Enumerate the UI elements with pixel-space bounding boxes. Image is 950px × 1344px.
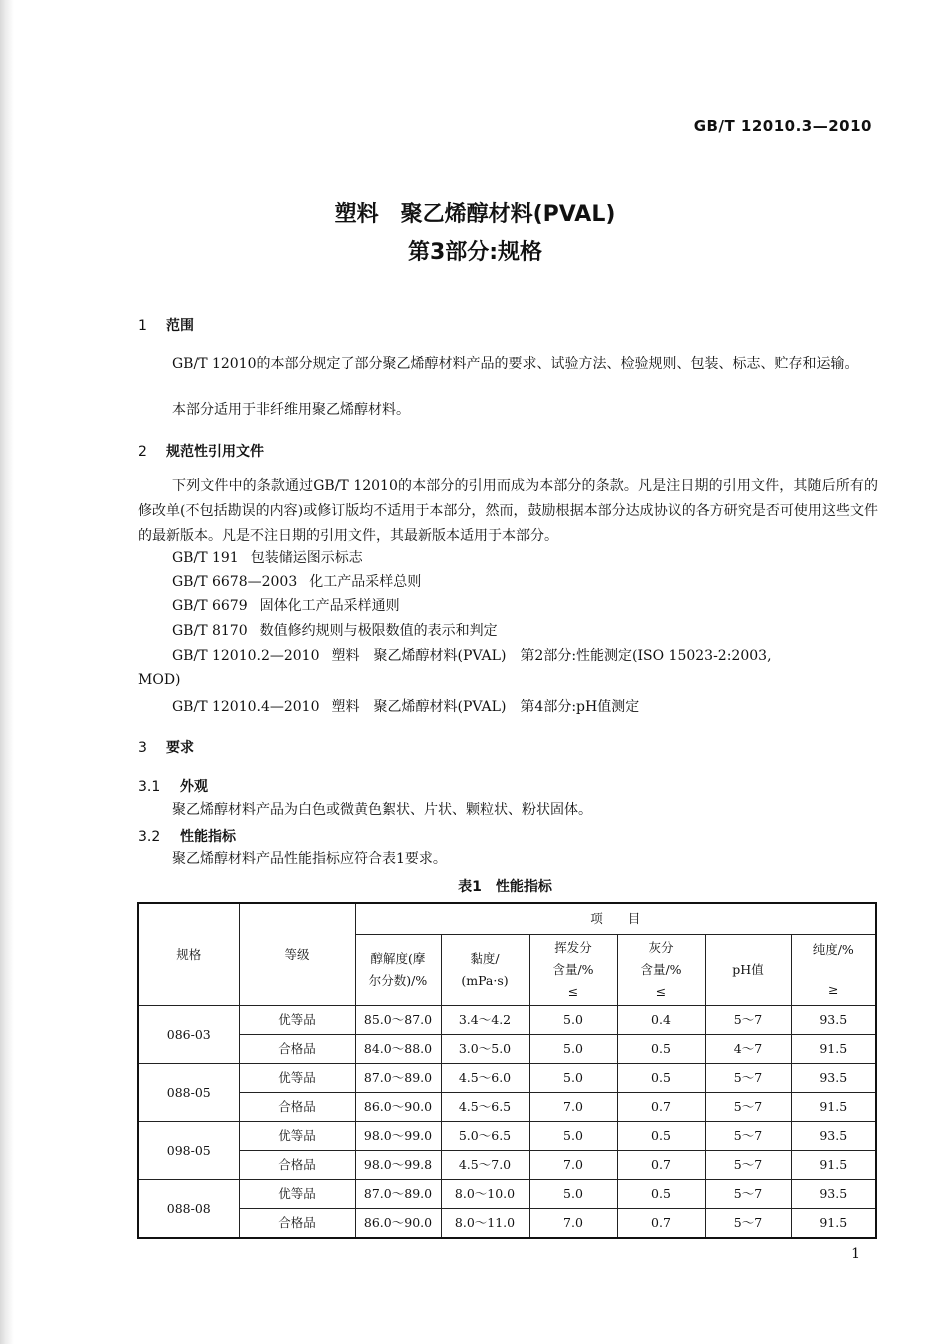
value-cell: 0.7 — [617, 1209, 705, 1239]
sub-header-line: 含量/% — [640, 962, 682, 977]
reference-title: 化工产品采样总则 — [309, 574, 422, 590]
section-title: 规范性引用文件 — [166, 444, 264, 460]
grade-cell: 合格品 — [239, 1209, 355, 1239]
value-cell: 4.5～6.0 — [441, 1064, 529, 1093]
sub-header-line: 尔分数)/% — [368, 973, 428, 988]
value-cell: 91.5 — [791, 1093, 876, 1122]
value-cell: 5.0 — [529, 1180, 617, 1209]
sub-header-line: 挥发分 — [554, 940, 592, 955]
table-row — [138, 1209, 876, 1239]
grade-cell: 合格品 — [239, 1151, 355, 1180]
table-row — [138, 1064, 876, 1093]
value-cell: 5.0～6.5 — [441, 1122, 529, 1151]
reference-code: GB/T 12010.4—2010 — [172, 699, 320, 715]
grade-cell: 优等品 — [239, 1064, 355, 1093]
col-items-header: 项 目 — [355, 903, 876, 935]
value-cell: 5～7 — [705, 1209, 791, 1239]
sub-header-line — [792, 961, 876, 979]
value-cell: 5～7 — [705, 1122, 791, 1151]
reference-title: 数值修约规则与极限数值的表示和判定 — [259, 623, 498, 639]
sub-header-line: ≥ — [828, 982, 839, 997]
value-cell: 5～7 — [705, 1093, 791, 1122]
value-cell: 86.0～90.0 — [355, 1209, 441, 1239]
reference-code: GB/T 8170 — [172, 623, 248, 639]
col-grade-header: 等级 — [239, 903, 355, 1006]
value-cell: 0.5 — [617, 1035, 705, 1064]
title-line-1: 塑料 聚乙烯醇材料(PVAL) — [334, 202, 616, 227]
value-cell: 0.5 — [617, 1180, 705, 1209]
sub-header-line: 灰分 — [648, 940, 674, 955]
section-title: 要求 — [166, 740, 194, 756]
title-line-2: 第3部分:规格 — [407, 240, 543, 265]
value-cell: 8.0～11.0 — [441, 1209, 529, 1239]
spec-cell: 098-05 — [138, 1122, 239, 1180]
value-cell: 93.5 — [791, 1064, 876, 1093]
reference-item — [172, 619, 498, 644]
value-cell: 98.0～99.0 — [355, 1122, 441, 1151]
section-number: 2 — [138, 444, 147, 460]
section-3-1-heading — [138, 776, 208, 796]
section-3-2-heading — [138, 826, 236, 846]
reference-item — [172, 570, 421, 595]
value-cell: 4～7 — [705, 1035, 791, 1064]
reference-continuation: MOD) — [138, 672, 181, 688]
table-row — [138, 1093, 876, 1122]
value-cell: 93.5 — [791, 1122, 876, 1151]
reference-item — [172, 695, 639, 720]
sub-header-cell — [617, 935, 705, 1006]
table-row — [138, 1006, 876, 1035]
sub-header-line: 黏度/ — [470, 951, 500, 966]
value-cell: 87.0～89.0 — [355, 1180, 441, 1209]
value-cell: 91.5 — [791, 1151, 876, 1180]
section-number: 1 — [138, 318, 147, 334]
reference-code: GB/T 6679 — [172, 598, 248, 614]
value-cell: 8.0～10.0 — [441, 1180, 529, 1209]
section-number: 3.2 — [138, 829, 161, 845]
sub-header-line: pH值 — [732, 962, 764, 977]
document-title — [0, 196, 950, 272]
value-cell: 3.4～4.2 — [441, 1006, 529, 1035]
value-cell: 3.0～5.0 — [441, 1035, 529, 1064]
spec-cell: 086-03 — [138, 1006, 239, 1064]
section-number: 3.1 — [138, 779, 161, 795]
reference-title: 塑料 聚乙烯醇材料(PVAL) 第4部分:pH值测定 — [331, 699, 640, 715]
value-cell: 86.0～90.0 — [355, 1093, 441, 1122]
value-cell: 84.0～88.0 — [355, 1035, 441, 1064]
page-number: 1 — [851, 1246, 860, 1262]
sub-header-line: 含量/% — [552, 962, 594, 977]
section-3-1-paragraph: 聚乙烯醇材料产品为白色或微黄色絮状、片状、颗粒状、粉状固体。 — [172, 802, 592, 818]
reference-code: GB/T 6678—2003 — [172, 574, 298, 590]
value-cell: 0.5 — [617, 1122, 705, 1151]
reference-item — [172, 644, 772, 669]
table-caption: 表1 性能指标 — [458, 879, 552, 895]
table-row — [138, 1151, 876, 1180]
spec-cell: 088-05 — [138, 1064, 239, 1122]
value-cell: 93.5 — [791, 1180, 876, 1209]
reference-item — [172, 594, 400, 619]
sub-header-cell — [355, 935, 441, 1006]
sub-header-cell — [791, 935, 876, 1006]
table-row — [138, 1035, 876, 1064]
value-cell: 5.0 — [529, 1064, 617, 1093]
value-cell: 7.0 — [529, 1093, 617, 1122]
sub-header-cell — [441, 935, 529, 1006]
section-title: 范围 — [166, 318, 194, 334]
value-cell: 5.0 — [529, 1006, 617, 1035]
col-spec-header: 规格 — [138, 903, 239, 1006]
grade-cell: 合格品 — [239, 1093, 355, 1122]
section-title: 性能指标 — [180, 829, 236, 845]
table-body — [138, 1006, 876, 1239]
reference-title: 包装储运图示标志 — [250, 550, 363, 566]
performance-table — [137, 902, 877, 1239]
spec-cell: 088-08 — [138, 1180, 239, 1239]
value-cell: 0.5 — [617, 1064, 705, 1093]
value-cell: 4.5～6.5 — [441, 1093, 529, 1122]
value-cell: 5～7 — [705, 1006, 791, 1035]
grade-cell: 优等品 — [239, 1180, 355, 1209]
section-2-heading — [138, 441, 264, 461]
value-cell: 0.7 — [617, 1151, 705, 1180]
value-cell: 98.0～99.8 — [355, 1151, 441, 1180]
table-row — [138, 1180, 876, 1209]
value-cell: 5～7 — [705, 1064, 791, 1093]
value-cell: 93.5 — [791, 1006, 876, 1035]
value-cell: 5～7 — [705, 1180, 791, 1209]
section-1-paragraph-1: GB/T 12010的本部分规定了部分聚乙烯醇材料产品的要求、试验方法、检验规则、包装、标志、贮存和运输。 — [172, 356, 859, 372]
value-cell: 91.5 — [791, 1209, 876, 1239]
value-cell: 5.0 — [529, 1035, 617, 1064]
value-cell: 7.0 — [529, 1209, 617, 1239]
value-cell: 5.0 — [529, 1122, 617, 1151]
sub-header-line: 纯度/% — [812, 942, 854, 957]
reference-title: 固体化工产品采样通则 — [259, 598, 400, 614]
section-3-heading — [138, 737, 194, 757]
sub-header-cell — [529, 935, 617, 1006]
value-cell: 87.0～89.0 — [355, 1064, 441, 1093]
value-cell: 5～7 — [705, 1151, 791, 1180]
value-cell: 0.4 — [617, 1006, 705, 1035]
reference-code: GB/T 12010.2—2010 — [172, 648, 320, 664]
section-1-paragraph-2: 本部分适用于非纤维用聚乙烯醇材料。 — [172, 402, 410, 418]
sub-header-line: (mPa·s) — [461, 973, 509, 988]
standard-number: GB/T 12010.3—2010 — [693, 117, 872, 135]
reference-code: GB/T 191 — [172, 550, 239, 566]
value-cell: 91.5 — [791, 1035, 876, 1064]
sub-header-cell — [705, 935, 791, 1006]
table-row — [138, 1122, 876, 1151]
value-cell: 4.5～7.0 — [441, 1151, 529, 1180]
sub-header-line: ≤ — [655, 984, 667, 999]
section-2-paragraph: 下列文件中的条款通过GB/T 12010的本部分的引用而成为本部分的条款。凡是注日期的引用文件，其随后所有的修改单(不包括勘误的内容)或修订版均不适用于本部分，然而，鼓励根据本部分达成协议的各方研究是否可使用这些文件的最新版本。凡是不注日期的引用文件，其最新版本适用于本部分。 — [138, 478, 878, 544]
grade-cell: 优等品 — [239, 1006, 355, 1035]
section-1-heading — [138, 315, 194, 335]
reference-item — [172, 546, 363, 571]
sub-header-line: ≤ — [567, 984, 579, 999]
value-cell: 7.0 — [529, 1151, 617, 1180]
section-3-2-paragraph: 聚乙烯醇材料产品性能指标应符合表1要求。 — [172, 851, 447, 867]
grade-cell: 优等品 — [239, 1122, 355, 1151]
sub-header-line: 醇解度(摩 — [370, 951, 426, 966]
reference-title: 塑料 聚乙烯醇材料(PVAL) 第2部分:性能测定(ISO 15023-2:2003, — [331, 648, 772, 664]
value-cell: 0.7 — [617, 1093, 705, 1122]
section-title: 外观 — [180, 779, 208, 795]
grade-cell: 合格品 — [239, 1035, 355, 1064]
value-cell: 85.0～87.0 — [355, 1006, 441, 1035]
section-number: 3 — [138, 740, 147, 756]
